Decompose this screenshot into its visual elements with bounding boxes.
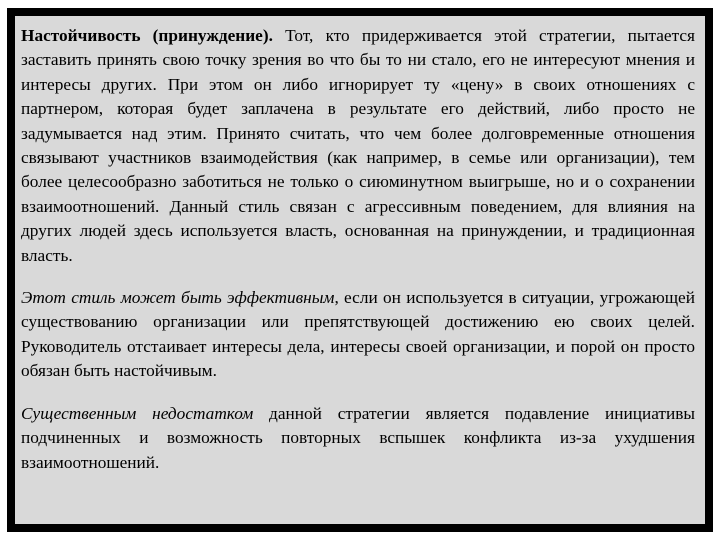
phrase-drawback: Существенным недостатком [21, 403, 254, 423]
paragraph-body: Тот, кто придерживается этой стратегии, пытается заставить принять свою точку зрения во что бы то ни стало, его не интересуют мнения и интересы других. При этом он либо игнорирует ту «цену» в своих отношениях с партнером, которая будет заплачена в результате его действий, либо просто не задумывается над этим. Принято считать, что чем более долговременные отношения связывают участников взаимодействия (как например, в семье или организации), тем более целесообразно заботиться не только о сиюминутном выигрыше, но и о сохранении взаимоотношений. Данный стиль связан с агрессивным поведением, для влияния на других людей здесь используется власть, основанная на принуждении, и традиционная власть. [21, 26, 695, 265]
term-insistence: Настойчивость (принуждение). [21, 26, 273, 45]
paragraph-drawback [21, 402, 695, 475]
paragraph-effectiveness [21, 286, 695, 384]
paragraph-body: данной стратегии является подавление инициативы подчиненных и возможность повторных вспышек конфликта из-за ухудшения взаимоотношений. [21, 403, 695, 472]
paragraph-insistence-definition [21, 24, 695, 268]
phrase-effective: Этот стиль может быть эффективным [21, 288, 335, 308]
text-box [15, 16, 705, 524]
paragraph-body: , если он используется в ситуации, угрожающей существованию организации или препятствующей достижению ею своих целей. Руководитель отстаивает интересы дела, интересы своей организации, и порой он просто обязан быть настойчивым. [21, 288, 695, 381]
